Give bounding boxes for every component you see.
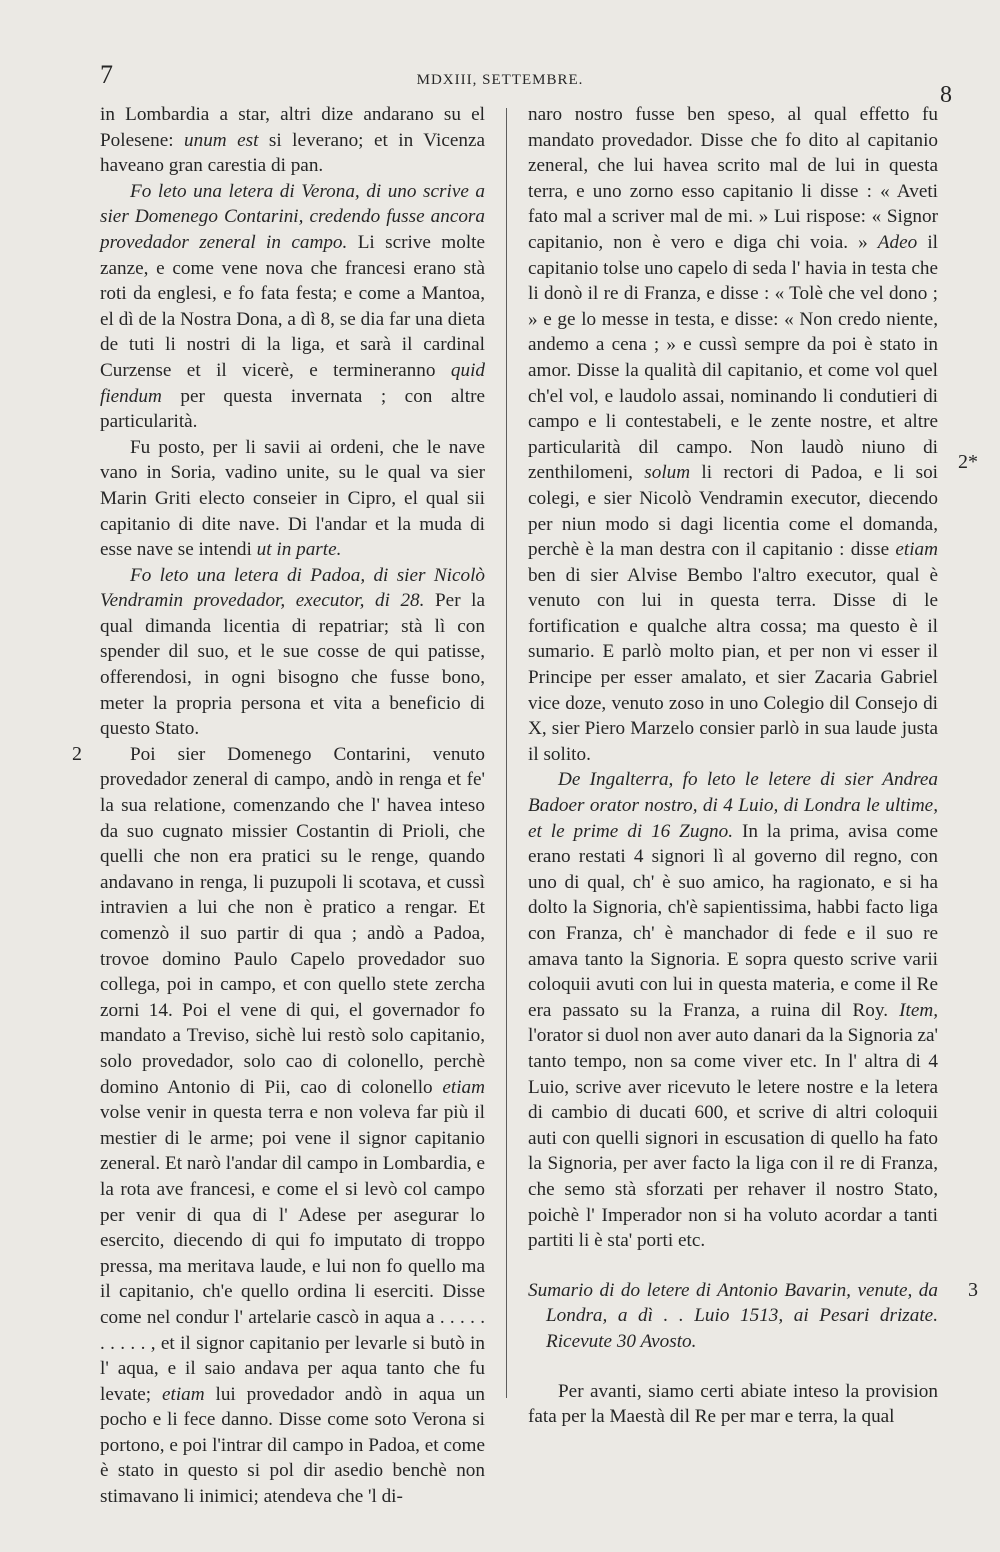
- paragraph: [72, 742, 486, 1510]
- paragraph: [528, 1379, 938, 1430]
- italic-text: solum: [644, 462, 691, 484]
- italic-text: etiam: [442, 1076, 485, 1098]
- paragraph: [100, 102, 485, 179]
- paragraph: [100, 563, 485, 742]
- text: l'orator si duol non aver auto danari da la Signoria za' tanto tempo, non sa come viver etc. In l' altra di 4 Luio, scrive aver ricevuto le letere nostre e la letera di cambio di ducati 600, et scrive di altri coloquii auti con quelli signori in escusation di quello ha fato la Signoria, per aver facto la liga con il re di Franza, che semo stà sforzati per rehaver il nostro Stato, poichè l' Imperador non si ha voluto acordar a tanti partiti li è sta' porti etc.: [528, 1025, 938, 1252]
- column-divider: [506, 108, 507, 1398]
- italic-text: Item,: [899, 999, 938, 1021]
- right-column: [528, 102, 978, 1430]
- page-number-right: 8: [940, 82, 953, 108]
- text: Poi sier Domenego Contarini, venuto provedador zeneral di campo, andò in renga et fe' la sua relatione, comenzando che l' havea inteso da suo cugnato missier Costantin di Prioli, che quelli che non era pratici su le renge, quando andavano in renga, li puzupoli li scotava, et cussì intravien a lui che non è pratico a rengar. Et comenzò il suo partir di qua ; andò a Padoa, trovoe domino Paulo Capelo provedador suo collega, poi in campo, et con quello stete zercha zorni 14. Poi el vene di qui, el governador fo mandato a Treviso, sichè lui restò solo capitanio, solo provedador, solo cao di colonello, perchè domino Antonio di Pii, cao di colonello: [100, 743, 485, 1098]
- margin-number: 2*: [958, 451, 978, 473]
- text: in Lombardia a star, altri dize andarano su el Polesene:: [100, 104, 485, 151]
- paragraph: [100, 179, 485, 435]
- text: il capitanio tolse uno capelo di seda l' havia in testa che li donò il re di Franza, e disse : « Tolè che vel dono ; » e ge lo messe in testa, e disse: « Non credo niente, andemo a cena ; » e cussì sempre da poi è stato in amor. Disse la qualità dil capitanio, et come vol quel ch'el vol, e laudolo assai, nominando li condutieri di campo e li contestabeli, e le zente nostre, et altre particularità dil campo. Non laudò niuno di zenthilomeni,: [528, 231, 938, 484]
- italic-text: Adeo: [877, 231, 918, 253]
- text: Sumario di do letere di Antonio Bavarin, venute, da Londra, a dì . . Luio 1513, ai Pesari drizate. Ricevute 30 Avosto.: [528, 1279, 938, 1352]
- paragraph: [100, 435, 485, 563]
- text: volse venir in questa terra e non voleva far più il mestier di le arme; poi vene il signor capitanio zeneral. Et narò l'andar dil campo in Lombardia, e la rota ave francesi, e come el si levò col campo per venir di qua di l' Adese per asegurar lo esercito, diecendo di qui fo imputato di troppo pressa, ma meritava laude, e lui non fo quello ma il capitanio, ch'e quello ordina li eserciti. Disse come nel condur l' artelarie cascò in aqua a . . . . . . . . . . , et il signor capitanio per levarle si butò in l' aqua, e il saio andava per aqua tanto che fu levate;: [100, 1102, 485, 1405]
- left-column: [72, 102, 486, 1510]
- text: Per la qual dimanda licentia di repatriar; stà lì con spender dil suo, et le sue cosse de qui patisse, offerendosi, in ogni bisogno che fusse bono, meter la propria persona et vita a beneficio di questo Stato.: [100, 590, 485, 740]
- italic-text: quid fiendum: [100, 359, 485, 407]
- text: si leverano; et in Vicenza haveano gran carestia di pan.: [100, 129, 485, 177]
- text: Li scrive molte zanze, e come vene nova che francesi erano stà roti da englesi, e fo fata festa; e come a Mantoa, el dì de la Nostra Dona, a dì 8, se dia far una dieta de tuti li nostri di la liga, et sarà il cardinal Curzense et il vicerè, e termineranno: [100, 231, 485, 381]
- italic-text: ut in parte.: [256, 539, 342, 561]
- italic-text: Fo leto una letera di Padoa, di sier Nicolò Vendramin provedador, executor, di 28.: [100, 564, 485, 612]
- text: lui provedador andò in aqua un pocho e li fece danno. Disse come soto Verona si portono, e poi l'intrar dil campo in Padoa, et come è stato in questo si pol dir asedio benchè non stimavano li inimici; atendeva che 'l di-: [100, 1383, 486, 1508]
- text: ben di sier Alvise Bembo l'altro executor, qual è venuto con lui in questa terra. Disse di le fortification e qualche altra cossa; ma questo è il sumario. E parlò molto pian, et per non vi esser il Principe per esser amalato, et sier Zacaria Gabriel vice doze, venuto zoso in uno Colegio dil Consejo di X, sier Piero Marzelo consier parlò in sua laude justa il solito.: [528, 564, 938, 765]
- italic-text: De Ingalterra, fo leto le letere di sier Andrea Badoer orator nostro, di 4 Luio, di Londra le ultime, et le prime di 16 Zugno.: [528, 769, 938, 842]
- italic-text: etiam: [162, 1383, 205, 1405]
- margin-number: 2: [72, 742, 82, 765]
- text: Fu posto, per li savii ai ordeni, che le nave vano in Soria, vadino unite, su le qual va sier Marin Griti electo conseier in Cipro, el qual sii capitanio di dite nave. Di l'andar et la muda di esse nave se intendi: [100, 436, 485, 561]
- paragraph: [528, 102, 978, 767]
- text: naro nostro fusse ben speso, al qual effetto fu mandato provedador. Disse che fo dito al capitanio zeneral, che lui havea scrito mal de lui in questa terra, e uno zorno esso capitanio li disse : « Aveti fato mal a scriver mal de mi. » Lui rispose: « Signor capitanio, non è vero e diga chi voia. »: [528, 104, 938, 253]
- text: per questa invernata ; con altre particularità.: [100, 385, 485, 433]
- italic-text: Fo leto una letera di Verona, di uno scrive a sier Domenego Contarini, credendo fusse ancora provedador zeneral in campo.: [100, 180, 485, 253]
- running-title: MDXIII, SETTEMBRE.: [416, 72, 584, 88]
- italic-text: etiam: [895, 539, 938, 561]
- text: In la prima, avisa come erano restati 4 signori lì al governo dil regno, con uno di qual, ch' è suo amico, ha ragionato, e si ha dolto la Signoria, ch'è sapientissima, habbi facto liga con Franza, ch' è manchador di fede e il suo re amava tanto la Signoria. E sopra questo scrive varii coloquii avuti con lui in questa materia, e come il Re era passato su la Franza, a ruina dil Roy.: [528, 820, 938, 1021]
- text: Per avanti, siamo certi abiate inteso la provision fata per la Maestà dil Re per mar e terra, la qual: [528, 1380, 938, 1428]
- page-number-left: 7: [100, 60, 114, 89]
- section-heading: [528, 1278, 978, 1355]
- margin-number: 3: [968, 1278, 978, 1301]
- paragraph: [528, 767, 938, 1253]
- italic-text: unum est: [184, 129, 259, 151]
- text: li rectori di Padoa, e li soi colegi, e sier Nicolò Vendramin executor, diecendo per niun modo si dagi licentia come el domanda, perchè è la man destra con il capitanio : disse: [528, 462, 938, 561]
